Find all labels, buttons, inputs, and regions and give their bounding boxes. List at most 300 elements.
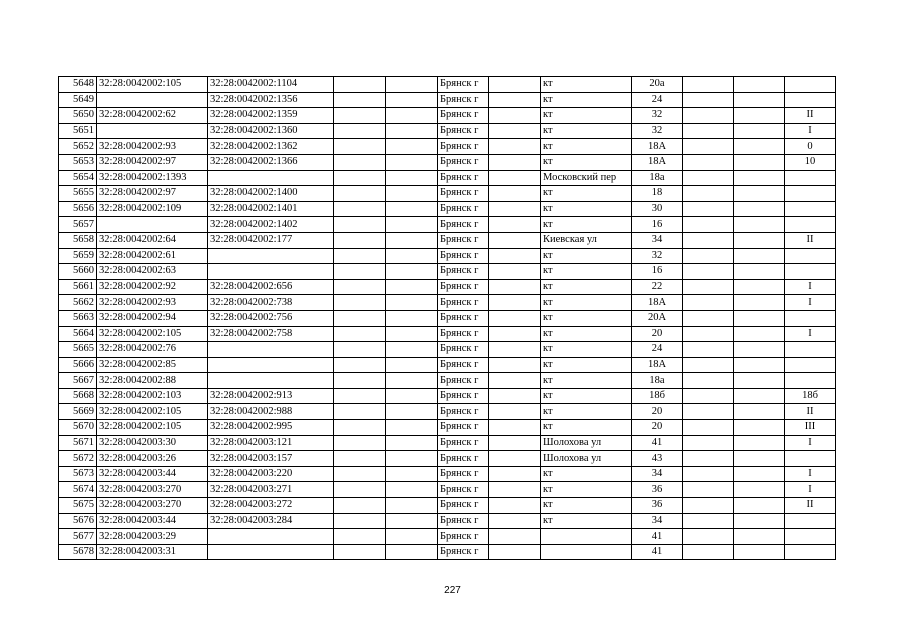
premises-number-cell: I xyxy=(785,482,836,498)
empty-cell xyxy=(734,544,785,560)
empty-cell xyxy=(386,232,438,248)
street-cell: кт xyxy=(541,466,632,482)
empty-cell xyxy=(334,248,386,264)
empty-cell xyxy=(489,170,541,186)
empty-cell xyxy=(386,264,438,280)
page-number: 227 xyxy=(444,585,461,596)
empty-cell xyxy=(386,295,438,311)
empty-cell xyxy=(683,264,734,280)
table-row xyxy=(59,498,836,514)
premises-number-cell: II xyxy=(785,404,836,420)
empty-cell xyxy=(334,529,386,545)
house-number-cell: 32 xyxy=(632,108,683,124)
empty-cell xyxy=(334,217,386,233)
street-cell: Московский пер xyxy=(541,170,632,186)
street-cell: кт xyxy=(541,342,632,358)
object-cadastral-number-cell: 32:28:0042002:1362 xyxy=(208,139,334,155)
premises-number-cell xyxy=(785,217,836,233)
street-cell: кт xyxy=(541,139,632,155)
object-cadastral-number-cell: 32:28:0042002:758 xyxy=(208,326,334,342)
house-number-cell: 18А xyxy=(632,357,683,373)
empty-cell xyxy=(489,404,541,420)
table-row xyxy=(59,388,836,404)
empty-cell xyxy=(386,326,438,342)
street-cell: кт xyxy=(541,310,632,326)
row-number-cell: 5658 xyxy=(59,232,97,248)
row-number-cell: 5664 xyxy=(59,326,97,342)
object-cadastral-number-cell xyxy=(208,342,334,358)
object-cadastral-number-cell: 32:28:0042003:121 xyxy=(208,435,334,451)
city-cell: Брянск г xyxy=(438,217,489,233)
empty-cell xyxy=(334,170,386,186)
object-cadastral-number-cell: 32:28:0042002:1104 xyxy=(208,77,334,93)
house-number-cell: 20 xyxy=(632,404,683,420)
table-row xyxy=(59,154,836,170)
house-number-cell: 20 xyxy=(632,326,683,342)
city-cell: Брянск г xyxy=(438,123,489,139)
table-row xyxy=(59,217,836,233)
empty-cell xyxy=(386,498,438,514)
street-cell: кт xyxy=(541,357,632,373)
address-register-table xyxy=(58,76,836,560)
empty-cell xyxy=(683,154,734,170)
empty-cell xyxy=(386,544,438,560)
empty-cell xyxy=(334,451,386,467)
empty-cell xyxy=(683,498,734,514)
empty-cell xyxy=(734,279,785,295)
empty-cell xyxy=(683,201,734,217)
empty-cell xyxy=(489,77,541,93)
premises-number-cell xyxy=(785,170,836,186)
empty-cell xyxy=(489,357,541,373)
house-number-cell: 16 xyxy=(632,217,683,233)
house-number-cell: 20 xyxy=(632,420,683,436)
house-number-cell: 22 xyxy=(632,279,683,295)
premises-number-cell xyxy=(785,310,836,326)
house-number-cell: 41 xyxy=(632,529,683,545)
table-row xyxy=(59,108,836,124)
row-number-cell: 5652 xyxy=(59,139,97,155)
cadastral-number-cell: 32:28:0042003:31 xyxy=(97,544,208,560)
row-number-cell: 5663 xyxy=(59,310,97,326)
house-number-cell: 34 xyxy=(632,466,683,482)
cadastral-number-cell: 32:28:0042002:105 xyxy=(97,326,208,342)
house-number-cell: 18А xyxy=(632,154,683,170)
house-number-cell: 20а xyxy=(632,77,683,93)
house-number-cell: 32 xyxy=(632,123,683,139)
empty-cell xyxy=(683,373,734,389)
house-number-cell: 18 xyxy=(632,186,683,202)
object-cadastral-number-cell: 32:28:0042002:1359 xyxy=(208,108,334,124)
city-cell: Брянск г xyxy=(438,404,489,420)
street-cell: кт xyxy=(541,279,632,295)
empty-cell xyxy=(734,170,785,186)
premises-number-cell: II xyxy=(785,498,836,514)
empty-cell xyxy=(734,466,785,482)
empty-cell xyxy=(489,186,541,202)
cadastral-number-cell: 32:28:0042002:105 xyxy=(97,404,208,420)
premises-number-cell xyxy=(785,451,836,467)
city-cell: Брянск г xyxy=(438,264,489,280)
empty-cell xyxy=(386,217,438,233)
premises-number-cell xyxy=(785,357,836,373)
empty-cell xyxy=(386,342,438,358)
cadastral-number-cell: 32:28:0042002:1393 xyxy=(97,170,208,186)
empty-cell xyxy=(334,498,386,514)
table-row xyxy=(59,513,836,529)
street-cell: кт xyxy=(541,77,632,93)
cadastral-number-cell: 32:28:0042002:105 xyxy=(97,420,208,436)
empty-cell xyxy=(334,77,386,93)
cadastral-number-cell: 32:28:0042003:30 xyxy=(97,435,208,451)
street-cell: Шолохова ул xyxy=(541,451,632,467)
empty-cell xyxy=(386,279,438,295)
empty-cell xyxy=(683,92,734,108)
street-cell xyxy=(541,529,632,545)
empty-cell xyxy=(683,544,734,560)
city-cell: Брянск г xyxy=(438,420,489,436)
cadastral-number-cell xyxy=(97,92,208,108)
city-cell: Брянск г xyxy=(438,326,489,342)
street-cell: Киевская ул xyxy=(541,232,632,248)
row-number-cell: 5665 xyxy=(59,342,97,358)
cadastral-number-cell: 32:28:0042002:93 xyxy=(97,295,208,311)
street-cell: кт xyxy=(541,123,632,139)
city-cell: Брянск г xyxy=(438,186,489,202)
empty-cell xyxy=(386,310,438,326)
object-cadastral-number-cell: 32:28:0042003:284 xyxy=(208,513,334,529)
city-cell: Брянск г xyxy=(438,451,489,467)
city-cell: Брянск г xyxy=(438,373,489,389)
row-number-cell: 5648 xyxy=(59,77,97,93)
house-number-cell: 18А xyxy=(632,295,683,311)
cadastral-number-cell: 32:28:0042003:26 xyxy=(97,451,208,467)
row-number-cell: 5657 xyxy=(59,217,97,233)
empty-cell xyxy=(683,248,734,264)
empty-cell xyxy=(386,373,438,389)
street-cell xyxy=(541,544,632,560)
street-cell: кт xyxy=(541,498,632,514)
object-cadastral-number-cell: 32:28:0042002:656 xyxy=(208,279,334,295)
table-row xyxy=(59,342,836,358)
table-row xyxy=(59,295,836,311)
street-cell: кт xyxy=(541,326,632,342)
city-cell: Брянск г xyxy=(438,513,489,529)
city-cell: Брянск г xyxy=(438,77,489,93)
table-row xyxy=(59,466,836,482)
empty-cell xyxy=(489,342,541,358)
city-cell: Брянск г xyxy=(438,342,489,358)
premises-number-cell xyxy=(785,513,836,529)
empty-cell xyxy=(734,295,785,311)
premises-number-cell xyxy=(785,248,836,264)
empty-cell xyxy=(386,482,438,498)
premises-number-cell: III xyxy=(785,420,836,436)
empty-cell xyxy=(489,92,541,108)
empty-cell xyxy=(334,139,386,155)
empty-cell xyxy=(489,201,541,217)
empty-cell xyxy=(683,123,734,139)
object-cadastral-number-cell xyxy=(208,357,334,373)
row-number-cell: 5667 xyxy=(59,373,97,389)
city-cell: Брянск г xyxy=(438,92,489,108)
city-cell: Брянск г xyxy=(438,232,489,248)
cadastral-number-cell: 32:28:0042002:109 xyxy=(97,201,208,217)
row-number-cell: 5650 xyxy=(59,108,97,124)
row-number-cell: 5670 xyxy=(59,420,97,436)
object-cadastral-number-cell: 32:28:0042003:157 xyxy=(208,451,334,467)
empty-cell xyxy=(386,451,438,467)
cadastral-number-cell: 32:28:0042002:62 xyxy=(97,108,208,124)
house-number-cell: 30 xyxy=(632,201,683,217)
empty-cell xyxy=(734,326,785,342)
premises-number-cell: 0 xyxy=(785,139,836,155)
premises-number-cell xyxy=(785,373,836,389)
empty-cell xyxy=(683,435,734,451)
premises-number-cell xyxy=(785,92,836,108)
empty-cell xyxy=(489,513,541,529)
table-row xyxy=(59,264,836,280)
object-cadastral-number-cell xyxy=(208,170,334,186)
empty-cell xyxy=(489,544,541,560)
street-cell: кт xyxy=(541,201,632,217)
empty-cell xyxy=(334,373,386,389)
empty-cell xyxy=(386,420,438,436)
cadastral-number-cell xyxy=(97,217,208,233)
row-number-cell: 5653 xyxy=(59,154,97,170)
empty-cell xyxy=(683,295,734,311)
table-row xyxy=(59,310,836,326)
row-number-cell: 5649 xyxy=(59,92,97,108)
premises-number-cell: I xyxy=(785,466,836,482)
empty-cell xyxy=(489,482,541,498)
table-row xyxy=(59,77,836,93)
empty-cell xyxy=(489,108,541,124)
empty-cell xyxy=(334,513,386,529)
empty-cell xyxy=(683,529,734,545)
empty-cell xyxy=(334,279,386,295)
empty-cell xyxy=(734,373,785,389)
object-cadastral-number-cell: 32:28:0042002:913 xyxy=(208,388,334,404)
empty-cell xyxy=(489,232,541,248)
empty-cell xyxy=(734,154,785,170)
city-cell: Брянск г xyxy=(438,279,489,295)
empty-cell xyxy=(489,310,541,326)
house-number-cell: 20А xyxy=(632,310,683,326)
row-number-cell: 5677 xyxy=(59,529,97,545)
empty-cell xyxy=(334,482,386,498)
empty-cell xyxy=(386,529,438,545)
house-number-cell: 24 xyxy=(632,342,683,358)
house-number-cell: 18а xyxy=(632,373,683,389)
table-row xyxy=(59,232,836,248)
table-row xyxy=(59,92,836,108)
object-cadastral-number-cell xyxy=(208,529,334,545)
empty-cell xyxy=(683,388,734,404)
house-number-cell: 18б xyxy=(632,388,683,404)
city-cell: Брянск г xyxy=(438,435,489,451)
street-cell: кт xyxy=(541,482,632,498)
table-row xyxy=(59,482,836,498)
table-row xyxy=(59,139,836,155)
premises-number-cell: II xyxy=(785,108,836,124)
table-row xyxy=(59,248,836,264)
empty-cell xyxy=(734,77,785,93)
empty-cell xyxy=(734,108,785,124)
city-cell: Брянск г xyxy=(438,529,489,545)
table-row xyxy=(59,201,836,217)
empty-cell xyxy=(683,232,734,248)
cadastral-number-cell xyxy=(97,123,208,139)
street-cell: кт xyxy=(541,404,632,420)
object-cadastral-number-cell xyxy=(208,248,334,264)
row-number-cell: 5673 xyxy=(59,466,97,482)
cadastral-number-cell: 32:28:0042002:97 xyxy=(97,186,208,202)
city-cell: Брянск г xyxy=(438,154,489,170)
empty-cell xyxy=(734,357,785,373)
empty-cell xyxy=(734,201,785,217)
city-cell: Брянск г xyxy=(438,139,489,155)
table-row xyxy=(59,326,836,342)
empty-cell xyxy=(734,186,785,202)
city-cell: Брянск г xyxy=(438,482,489,498)
premises-number-cell xyxy=(785,77,836,93)
street-cell: кт xyxy=(541,186,632,202)
empty-cell xyxy=(734,248,785,264)
empty-cell xyxy=(489,248,541,264)
object-cadastral-number-cell: 32:28:0042003:220 xyxy=(208,466,334,482)
premises-number-cell: I xyxy=(785,435,836,451)
empty-cell xyxy=(489,154,541,170)
cadastral-number-cell: 32:28:0042003:44 xyxy=(97,466,208,482)
cadastral-number-cell: 32:28:0042002:85 xyxy=(97,357,208,373)
empty-cell xyxy=(489,326,541,342)
city-cell: Брянск г xyxy=(438,201,489,217)
object-cadastral-number-cell: 32:28:0042003:271 xyxy=(208,482,334,498)
city-cell: Брянск г xyxy=(438,388,489,404)
table-row xyxy=(59,170,836,186)
empty-cell xyxy=(334,357,386,373)
cadastral-number-cell: 32:28:0042002:103 xyxy=(97,388,208,404)
empty-cell xyxy=(386,388,438,404)
house-number-cell: 32 xyxy=(632,248,683,264)
city-cell: Брянск г xyxy=(438,310,489,326)
empty-cell xyxy=(386,92,438,108)
empty-cell xyxy=(683,482,734,498)
empty-cell xyxy=(489,264,541,280)
empty-cell xyxy=(386,139,438,155)
house-number-cell: 34 xyxy=(632,513,683,529)
empty-cell xyxy=(334,201,386,217)
city-cell: Брянск г xyxy=(438,466,489,482)
empty-cell xyxy=(683,170,734,186)
empty-cell xyxy=(334,420,386,436)
empty-cell xyxy=(734,342,785,358)
empty-cell xyxy=(734,217,785,233)
empty-cell xyxy=(334,186,386,202)
empty-cell xyxy=(489,139,541,155)
row-number-cell: 5669 xyxy=(59,404,97,420)
cadastral-number-cell: 32:28:0042002:88 xyxy=(97,373,208,389)
empty-cell xyxy=(683,451,734,467)
empty-cell xyxy=(489,420,541,436)
street-cell: кт xyxy=(541,154,632,170)
street-cell: кт xyxy=(541,217,632,233)
row-number-cell: 5656 xyxy=(59,201,97,217)
cadastral-number-cell: 32:28:0042002:105 xyxy=(97,77,208,93)
table-row xyxy=(59,544,836,560)
row-number-cell: 5674 xyxy=(59,482,97,498)
empty-cell xyxy=(386,404,438,420)
empty-cell xyxy=(334,544,386,560)
street-cell: кт xyxy=(541,264,632,280)
city-cell: Брянск г xyxy=(438,498,489,514)
street-cell: кт xyxy=(541,108,632,124)
row-number-cell: 5661 xyxy=(59,279,97,295)
empty-cell xyxy=(683,186,734,202)
empty-cell xyxy=(334,123,386,139)
object-cadastral-number-cell: 32:28:0042002:756 xyxy=(208,310,334,326)
city-cell: Брянск г xyxy=(438,295,489,311)
empty-cell xyxy=(386,357,438,373)
empty-cell xyxy=(734,123,785,139)
object-cadastral-number-cell xyxy=(208,544,334,560)
table-row xyxy=(59,404,836,420)
table-row xyxy=(59,451,836,467)
house-number-cell: 24 xyxy=(632,92,683,108)
empty-cell xyxy=(386,513,438,529)
empty-cell xyxy=(734,435,785,451)
empty-cell xyxy=(489,123,541,139)
object-cadastral-number-cell: 32:28:0042003:272 xyxy=(208,498,334,514)
empty-cell xyxy=(489,466,541,482)
empty-cell xyxy=(489,451,541,467)
cadastral-number-cell: 32:28:0042002:63 xyxy=(97,264,208,280)
empty-cell xyxy=(734,388,785,404)
cadastral-number-cell: 32:28:0042002:94 xyxy=(97,310,208,326)
city-cell: Брянск г xyxy=(438,170,489,186)
cadastral-number-cell: 32:28:0042002:97 xyxy=(97,154,208,170)
row-number-cell: 5660 xyxy=(59,264,97,280)
empty-cell xyxy=(683,513,734,529)
street-cell: кт xyxy=(541,248,632,264)
object-cadastral-number-cell: 32:28:0042002:988 xyxy=(208,404,334,420)
empty-cell xyxy=(683,466,734,482)
city-cell: Брянск г xyxy=(438,357,489,373)
row-number-cell: 5678 xyxy=(59,544,97,560)
empty-cell xyxy=(683,342,734,358)
cadastral-number-cell: 32:28:0042003:270 xyxy=(97,498,208,514)
empty-cell xyxy=(683,108,734,124)
empty-cell xyxy=(683,139,734,155)
empty-cell xyxy=(334,310,386,326)
cadastral-number-cell: 32:28:0042002:76 xyxy=(97,342,208,358)
empty-cell xyxy=(734,264,785,280)
street-cell: Шолохова ул xyxy=(541,435,632,451)
row-number-cell: 5662 xyxy=(59,295,97,311)
empty-cell xyxy=(489,435,541,451)
house-number-cell: 36 xyxy=(632,498,683,514)
cadastral-number-cell: 32:28:0042002:93 xyxy=(97,139,208,155)
empty-cell xyxy=(734,529,785,545)
empty-cell xyxy=(386,201,438,217)
premises-number-cell: I xyxy=(785,279,836,295)
table-row xyxy=(59,279,836,295)
object-cadastral-number-cell: 32:28:0042002:1366 xyxy=(208,154,334,170)
house-number-cell: 36 xyxy=(632,482,683,498)
empty-cell xyxy=(489,217,541,233)
empty-cell xyxy=(683,279,734,295)
